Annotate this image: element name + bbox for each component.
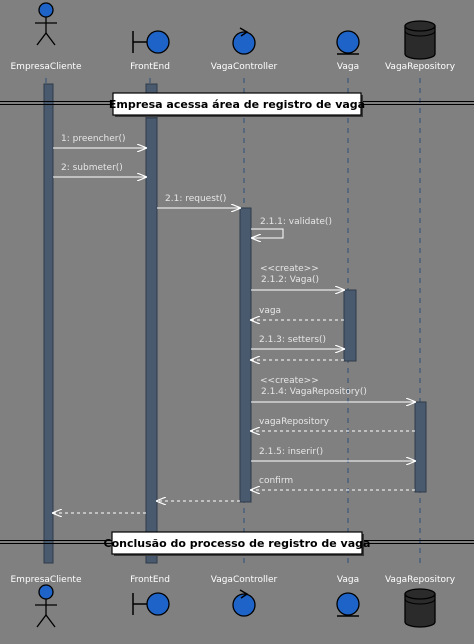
message-stereotype: <<create>>: [260, 376, 319, 386]
control-icon-circle: [233, 594, 255, 616]
activation-bar-frontend: [146, 118, 157, 563]
message-label: vaga: [259, 306, 282, 316]
message-label: 1: preencher(): [61, 134, 126, 144]
message-stereotype: <<create>>: [260, 264, 319, 274]
database-icon-top: [405, 21, 435, 31]
message-label: vagaRepository: [259, 417, 329, 427]
participant-name: EmpresaCliente: [10, 62, 82, 72]
participant-name: VagaController: [210, 62, 278, 72]
activation-bar-controller: [240, 208, 251, 502]
participant-name: VagaRepository: [384, 62, 456, 72]
message-label: confirm: [259, 476, 294, 486]
boundary-icon-circle: [147, 593, 169, 615]
divider-label: Empresa acessa área de registro de vaga: [108, 98, 366, 111]
participant-name: FrontEnd: [130, 62, 170, 72]
message-label: 2.1: request(): [165, 194, 227, 204]
activation-bar-vaga: [344, 290, 356, 361]
message-label: 2.1.1: validate(): [260, 217, 332, 227]
divider-label: Conclusão do processo de registro de vaga: [103, 537, 371, 550]
actor-icon-head: [39, 585, 53, 599]
actor-icon-head: [39, 3, 53, 17]
message-label: 2.1.3: setters(): [259, 335, 327, 345]
message-label: 2.1.5: inserir(): [259, 447, 324, 457]
message-label: 2: submeter(): [61, 163, 123, 173]
participant-name: VagaRepository: [384, 575, 456, 585]
participant-name: EmpresaCliente: [10, 575, 82, 585]
database-icon-top: [405, 589, 435, 599]
message-label: 2.1.4: VagaRepository(): [261, 387, 367, 397]
control-icon-circle: [233, 32, 255, 54]
activation-bar-empresa: [44, 84, 53, 563]
participant-name: Vaga: [336, 575, 360, 585]
entity-icon-circle: [337, 593, 359, 615]
message-label: 2.1.2: Vaga(): [261, 275, 320, 285]
participant-name: Vaga: [336, 62, 360, 72]
participant-bottom-vaga: [337, 575, 359, 616]
participant-name: VagaController: [210, 575, 278, 585]
participant-name: FrontEnd: [130, 575, 170, 585]
boundary-icon-circle: [147, 31, 169, 53]
entity-icon-circle: [337, 31, 359, 53]
activation-bar-repo: [415, 402, 426, 492]
